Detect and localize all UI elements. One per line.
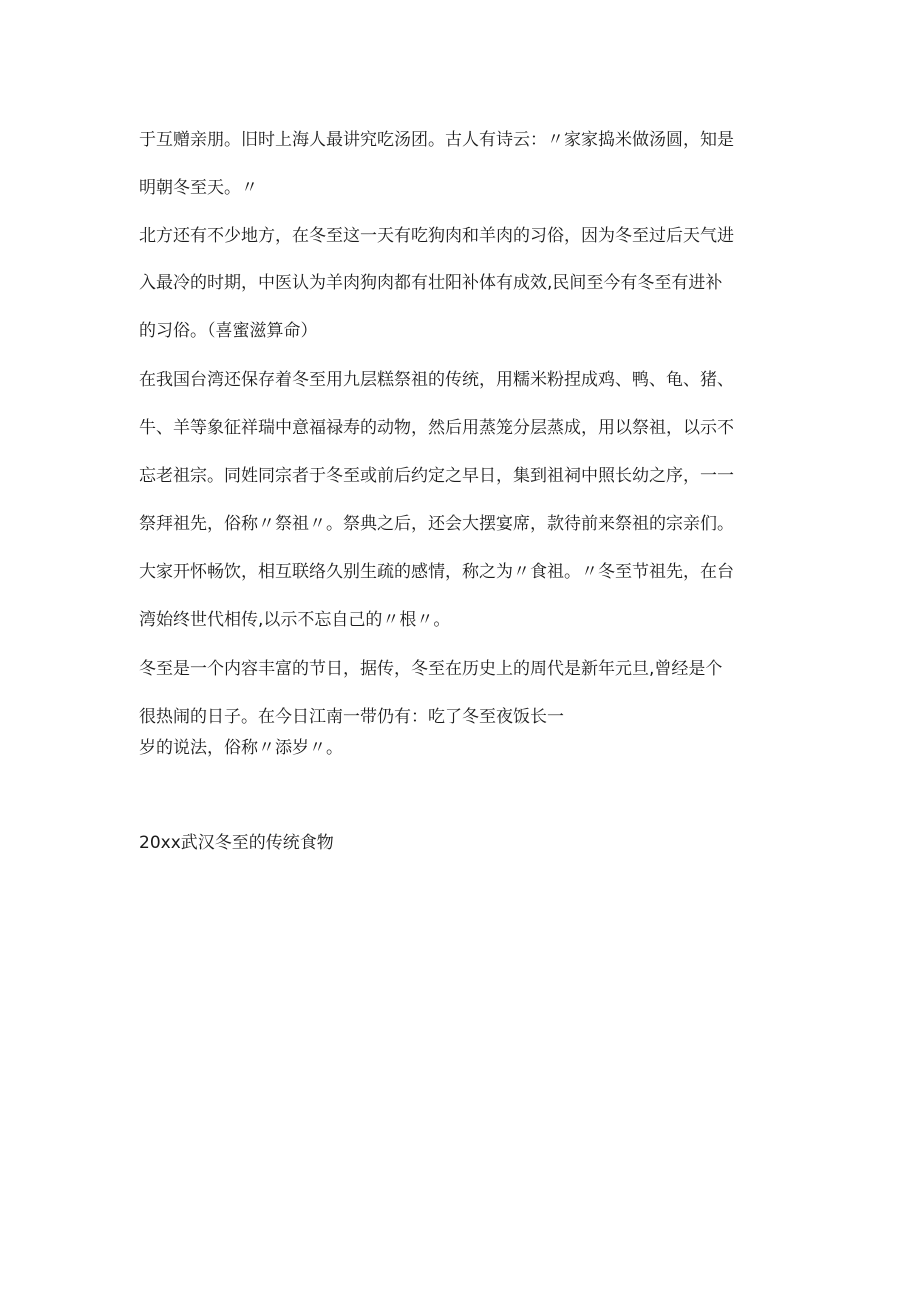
section-heading: 20xx武汉冬至的传统食物 — [139, 833, 334, 853]
paragraph-3-line-3: 忘老祖宗。同姓同宗者于冬至或前后约定之早日，集到祖祠中照长幼之序，一一 — [139, 466, 734, 486]
paragraph-3-line-4: 祭拜祖先，俗称〃祭祖〃。祭典之后，还会大摆宴席，款待前来祭祖的宗亲们。 — [139, 514, 734, 534]
paragraph-2-line-1: 北方还有不少地方，在冬至这一天有吃狗肉和羊肉的习俗，因为冬至过后天气进 — [139, 226, 734, 246]
paragraph-4-line-3: 岁的说法，俗称〃添岁〃。 — [139, 738, 343, 758]
paragraph-2-line-2: 入最冷的时期，中医认为羊肉狗肉都有壮阳补体有成效,民间至今有冬至有进补 — [139, 273, 723, 293]
paragraph-1-line-1: 于互赠亲朋。旧时上海人最讲究吃汤团。古人有诗云：〃家家捣米做汤圆，知是 — [139, 130, 734, 150]
paragraph-1-line-2: 明朝冬至天。〃 — [139, 178, 258, 198]
paragraph-4-line-2: 很热闹的日子。在今日江南一带仍有：吃了冬至夜饭长一 — [139, 707, 564, 727]
paragraph-3-line-6: 湾始终世代相传,以示不忘自己的〃根〃。 — [139, 610, 451, 630]
paragraph-4-line-1: 冬至是一个内容丰富的节日，据传，冬至在历史上的周代是新年元旦,曾经是个 — [139, 659, 723, 679]
paragraph-3-line-5: 大家开怀畅饮，相互联络久别生疏的感情，称之为〃食祖。〃冬至节祖先，在台 — [139, 562, 734, 582]
paragraph-3-line-1: 在我国台湾还保存着冬至用九层糕祭祖的传统，用糯米粉捏成鸡、鸭、龟、猪、 — [139, 370, 734, 390]
paragraph-3-line-2: 牛、羊等象征祥瑞中意福禄寿的动物，然后用蒸笼分层蒸成，用以祭祖，以示不 — [139, 418, 734, 438]
paragraph-2-line-3: 的习俗。（喜蜜滋算命） — [139, 321, 318, 341]
